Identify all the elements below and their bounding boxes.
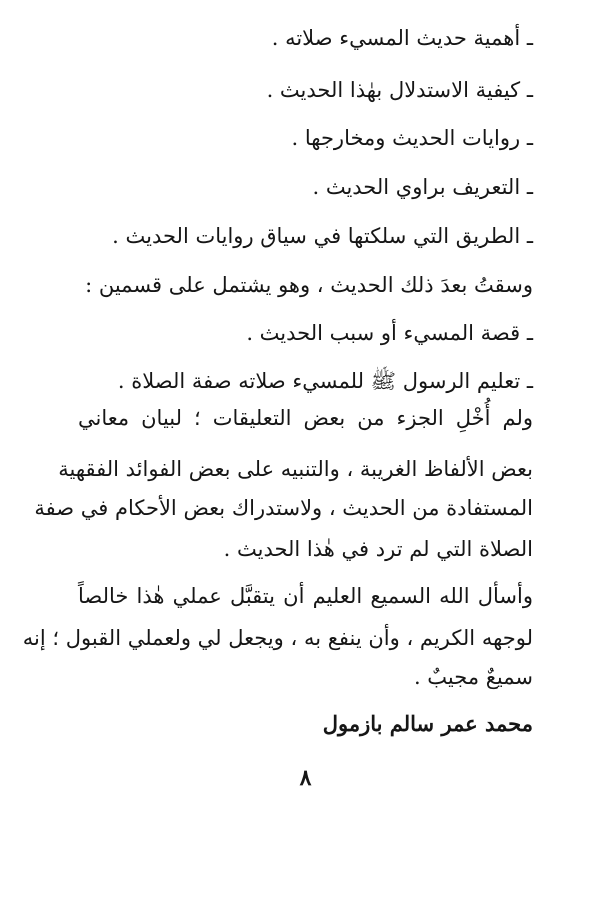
author-signature: محمد عمر سالم بازمول xyxy=(322,711,533,736)
list-item: ـ روايات الحديث ومخارجها . xyxy=(291,126,533,150)
paragraph-line: المستفادة من الحديث ، ولاستدراك بعض الأحكام في صفة xyxy=(34,496,533,520)
list-item: ـ التعريف براوي الحديث . xyxy=(312,175,533,199)
paragraph-line: ولم أُخْلِ الجزء من بعض التعليقات ؛ لبيان معاني xyxy=(78,406,533,430)
paragraph-line: الصلاة التي لم ترد في هٰذا الحديث . xyxy=(223,537,533,561)
paragraph-line: لوجهه الكريم ، وأن ينفع به ، ويجعل لي ولعملي القبول ؛ إنه xyxy=(22,626,533,650)
list-item: ـ أهمية حديث المسيء صلاته . xyxy=(271,26,533,50)
section-item: ـ قصة المسيء أو سبب الحديث . xyxy=(246,321,533,345)
page-number: ٨ xyxy=(299,765,312,791)
list-item: ـ الطريق التي سلكتها في سياق روايات الحديث . xyxy=(112,224,533,248)
paragraph-line: سميعٌ مجيبٌ . xyxy=(413,665,533,689)
intro-line: وسقتُ بعدَ ذلك الحديث ، وهو يشتمل على قسمين : xyxy=(85,273,533,297)
paragraph-line: بعض الألفاظ الغريبة ، والتنبيه على بعض الفوائد الفقهية xyxy=(58,457,533,481)
list-item: ـ كيفية الاستدلال بهٰذا الحديث . xyxy=(266,78,533,102)
paragraph-line: وأسأل الله السميع العليم أن يتقبَّل عملي هٰذا خالصاً xyxy=(78,584,533,608)
section-item: ـ تعليم الرسول ﷺ للمسيء صلاته صفة الصلاة . xyxy=(117,369,533,393)
